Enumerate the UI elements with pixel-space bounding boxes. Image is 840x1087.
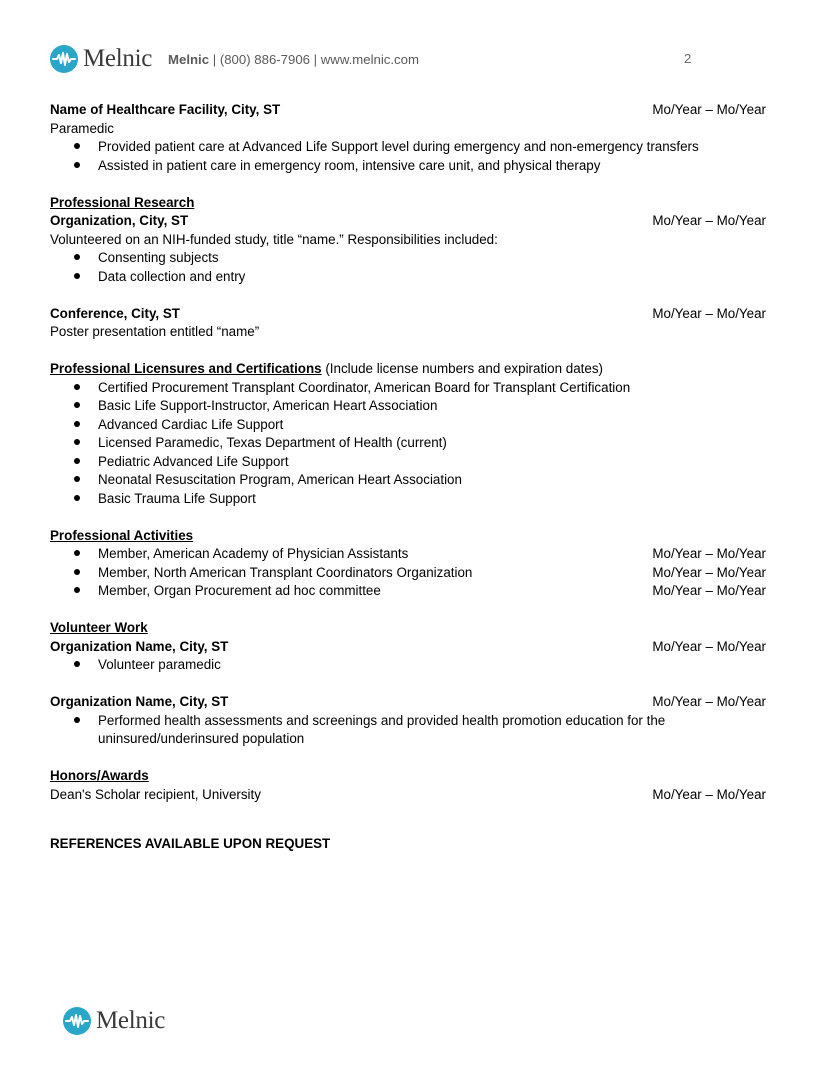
facility-date: Mo/Year – Mo/Year — [652, 102, 766, 117]
bullet-icon — [74, 402, 80, 408]
logo-wordmark: Melnic — [83, 45, 153, 72]
volunteer-org-row — [50, 693, 766, 712]
list-item — [50, 453, 766, 472]
org-name: Organization Name, City, ST — [50, 638, 229, 654]
honor-text: Dean's Scholar recipient, University — [50, 786, 261, 802]
bullet-text: Advanced Cardiac Life Support — [98, 416, 284, 432]
conference-name: Conference, City, ST — [50, 305, 180, 321]
list-item — [50, 471, 766, 490]
heading-text: Professional Licensures and Certifications — [50, 361, 322, 376]
heading-text: Professional Research — [50, 194, 195, 210]
item-date: Mo/Year – Mo/Year — [652, 564, 766, 580]
separator: | — [310, 51, 321, 67]
list-item — [50, 545, 766, 564]
bullet-icon — [74, 458, 80, 464]
heading-text: Volunteer Work — [50, 620, 148, 635]
bullet-icon — [74, 273, 80, 279]
honors-row — [50, 786, 766, 805]
list-item — [50, 564, 766, 583]
section-heading-research — [50, 194, 766, 213]
references-text: REFERENCES AVAILABLE UPON REQUEST — [50, 835, 331, 851]
bullet-text: Data collection and entry — [98, 268, 246, 284]
list-item — [50, 397, 766, 416]
org-date: Mo/Year – Mo/Year — [652, 694, 766, 709]
bullet-icon — [74, 439, 80, 445]
list-item — [50, 157, 766, 176]
list-item — [50, 138, 766, 157]
bullet-text: Performed health assessments and screenings and provided health promotion education for the uninsured/underinsured population — [98, 712, 666, 746]
list-item — [50, 268, 766, 287]
bullet-icon — [74, 421, 80, 427]
bullet-icon — [74, 717, 80, 723]
conference-description — [50, 323, 766, 342]
bullet-text: Volunteer paramedic — [98, 657, 221, 672]
list-item — [50, 249, 766, 268]
bullet-text: Pediatric Advanced Life Support — [98, 453, 289, 469]
bullet-icon — [74, 550, 80, 556]
facility-row — [50, 101, 766, 120]
logo-wordmark: Melnic — [96, 1007, 166, 1034]
bullet-text: Member, American Academy of Physician Assistants — [98, 546, 409, 561]
org-date: Mo/Year – Mo/Year — [652, 638, 766, 654]
volunteer-org-row — [50, 638, 766, 657]
heading-text: Honors/Awards — [50, 768, 149, 783]
bullet-icon — [74, 569, 80, 575]
research-org-row — [50, 212, 766, 231]
references-line — [50, 835, 766, 854]
conference-date: Mo/Year – Mo/Year — [652, 305, 766, 321]
bullet-icon — [74, 476, 80, 482]
section-heading-honors — [50, 767, 766, 786]
item-date: Mo/Year – Mo/Year — [652, 546, 766, 561]
bullet-text: Neonatal Resuscitation Program, American Heart Association — [98, 472, 462, 487]
bullet-text: Basic Trauma Life Support — [98, 490, 256, 506]
bullet-icon — [74, 143, 80, 149]
heading-text: Professional Activities — [50, 527, 194, 543]
list-item — [50, 712, 766, 749]
bullet-text: Certified Procurement Transplant Coordinator, American Board for Transplant Certification — [98, 379, 631, 395]
list-item — [50, 379, 766, 398]
contact-company: Melnic — [168, 51, 210, 67]
role — [50, 120, 766, 139]
honor-date: Mo/Year – Mo/Year — [652, 786, 766, 802]
bullet-icon — [74, 254, 80, 260]
facility-name: Name of Healthcare Facility, City, ST — [50, 102, 281, 117]
research-description — [50, 231, 766, 250]
bullet-text: Consenting subjects — [98, 250, 219, 265]
melnic-logo-icon — [63, 1007, 91, 1035]
list-item — [50, 490, 766, 509]
bullet-icon — [74, 661, 80, 667]
bullet-text: Member, Organ Procurement ad hoc committee — [98, 583, 381, 598]
melnic-logo-icon — [50, 45, 78, 73]
org-date: Mo/Year – Mo/Year — [652, 213, 766, 228]
resume-body — [50, 101, 766, 853]
bullet-icon — [74, 162, 80, 168]
list-item — [50, 582, 766, 601]
list-item — [50, 434, 766, 453]
item-date: Mo/Year – Mo/Year — [652, 583, 766, 598]
bullet-icon — [74, 587, 80, 593]
bullet-icon — [74, 495, 80, 501]
separator: | — [209, 51, 220, 67]
description-text: Volunteered on an NIH-funded study, title “name.” Responsibilities included: — [50, 231, 498, 247]
bullet-text: Assisted in patient care in emergency room, intensive care unit, and physical therapy — [98, 157, 601, 173]
bullet-icon — [74, 384, 80, 390]
page-footer — [63, 1007, 165, 1035]
contact-phone: (800) 886-7906 — [219, 51, 311, 67]
heading-note: (Include license numbers and expiration dates) — [321, 361, 603, 376]
list-item — [50, 656, 766, 675]
section-heading-volunteer — [50, 619, 766, 638]
conference-row — [50, 305, 766, 324]
contact-line — [168, 52, 419, 67]
org-name: Organization Name, City, ST — [50, 694, 229, 709]
section-heading-activities — [50, 527, 766, 546]
bullet-text: Member, North American Transplant Coordinators Organization — [98, 564, 473, 580]
bullet-text: Licensed Paramedic, Texas Department of Health (current) — [98, 435, 447, 450]
org-name: Organization, City, ST — [50, 213, 189, 228]
role-title: Paramedic — [50, 120, 115, 136]
page-header — [50, 43, 750, 75]
list-item — [50, 416, 766, 435]
bullet-text: Provided patient care at Advanced Life Support level during emergency and non-emergency transfers — [98, 139, 699, 154]
page-number: 2 — [684, 51, 692, 66]
bullet-text: Basic Life Support-Instructor, American Heart Association — [98, 398, 438, 413]
description-text: Poster presentation entitled “name” — [50, 324, 260, 339]
contact-website: www.melnic.com — [320, 51, 419, 67]
section-heading-licensures — [50, 360, 766, 379]
